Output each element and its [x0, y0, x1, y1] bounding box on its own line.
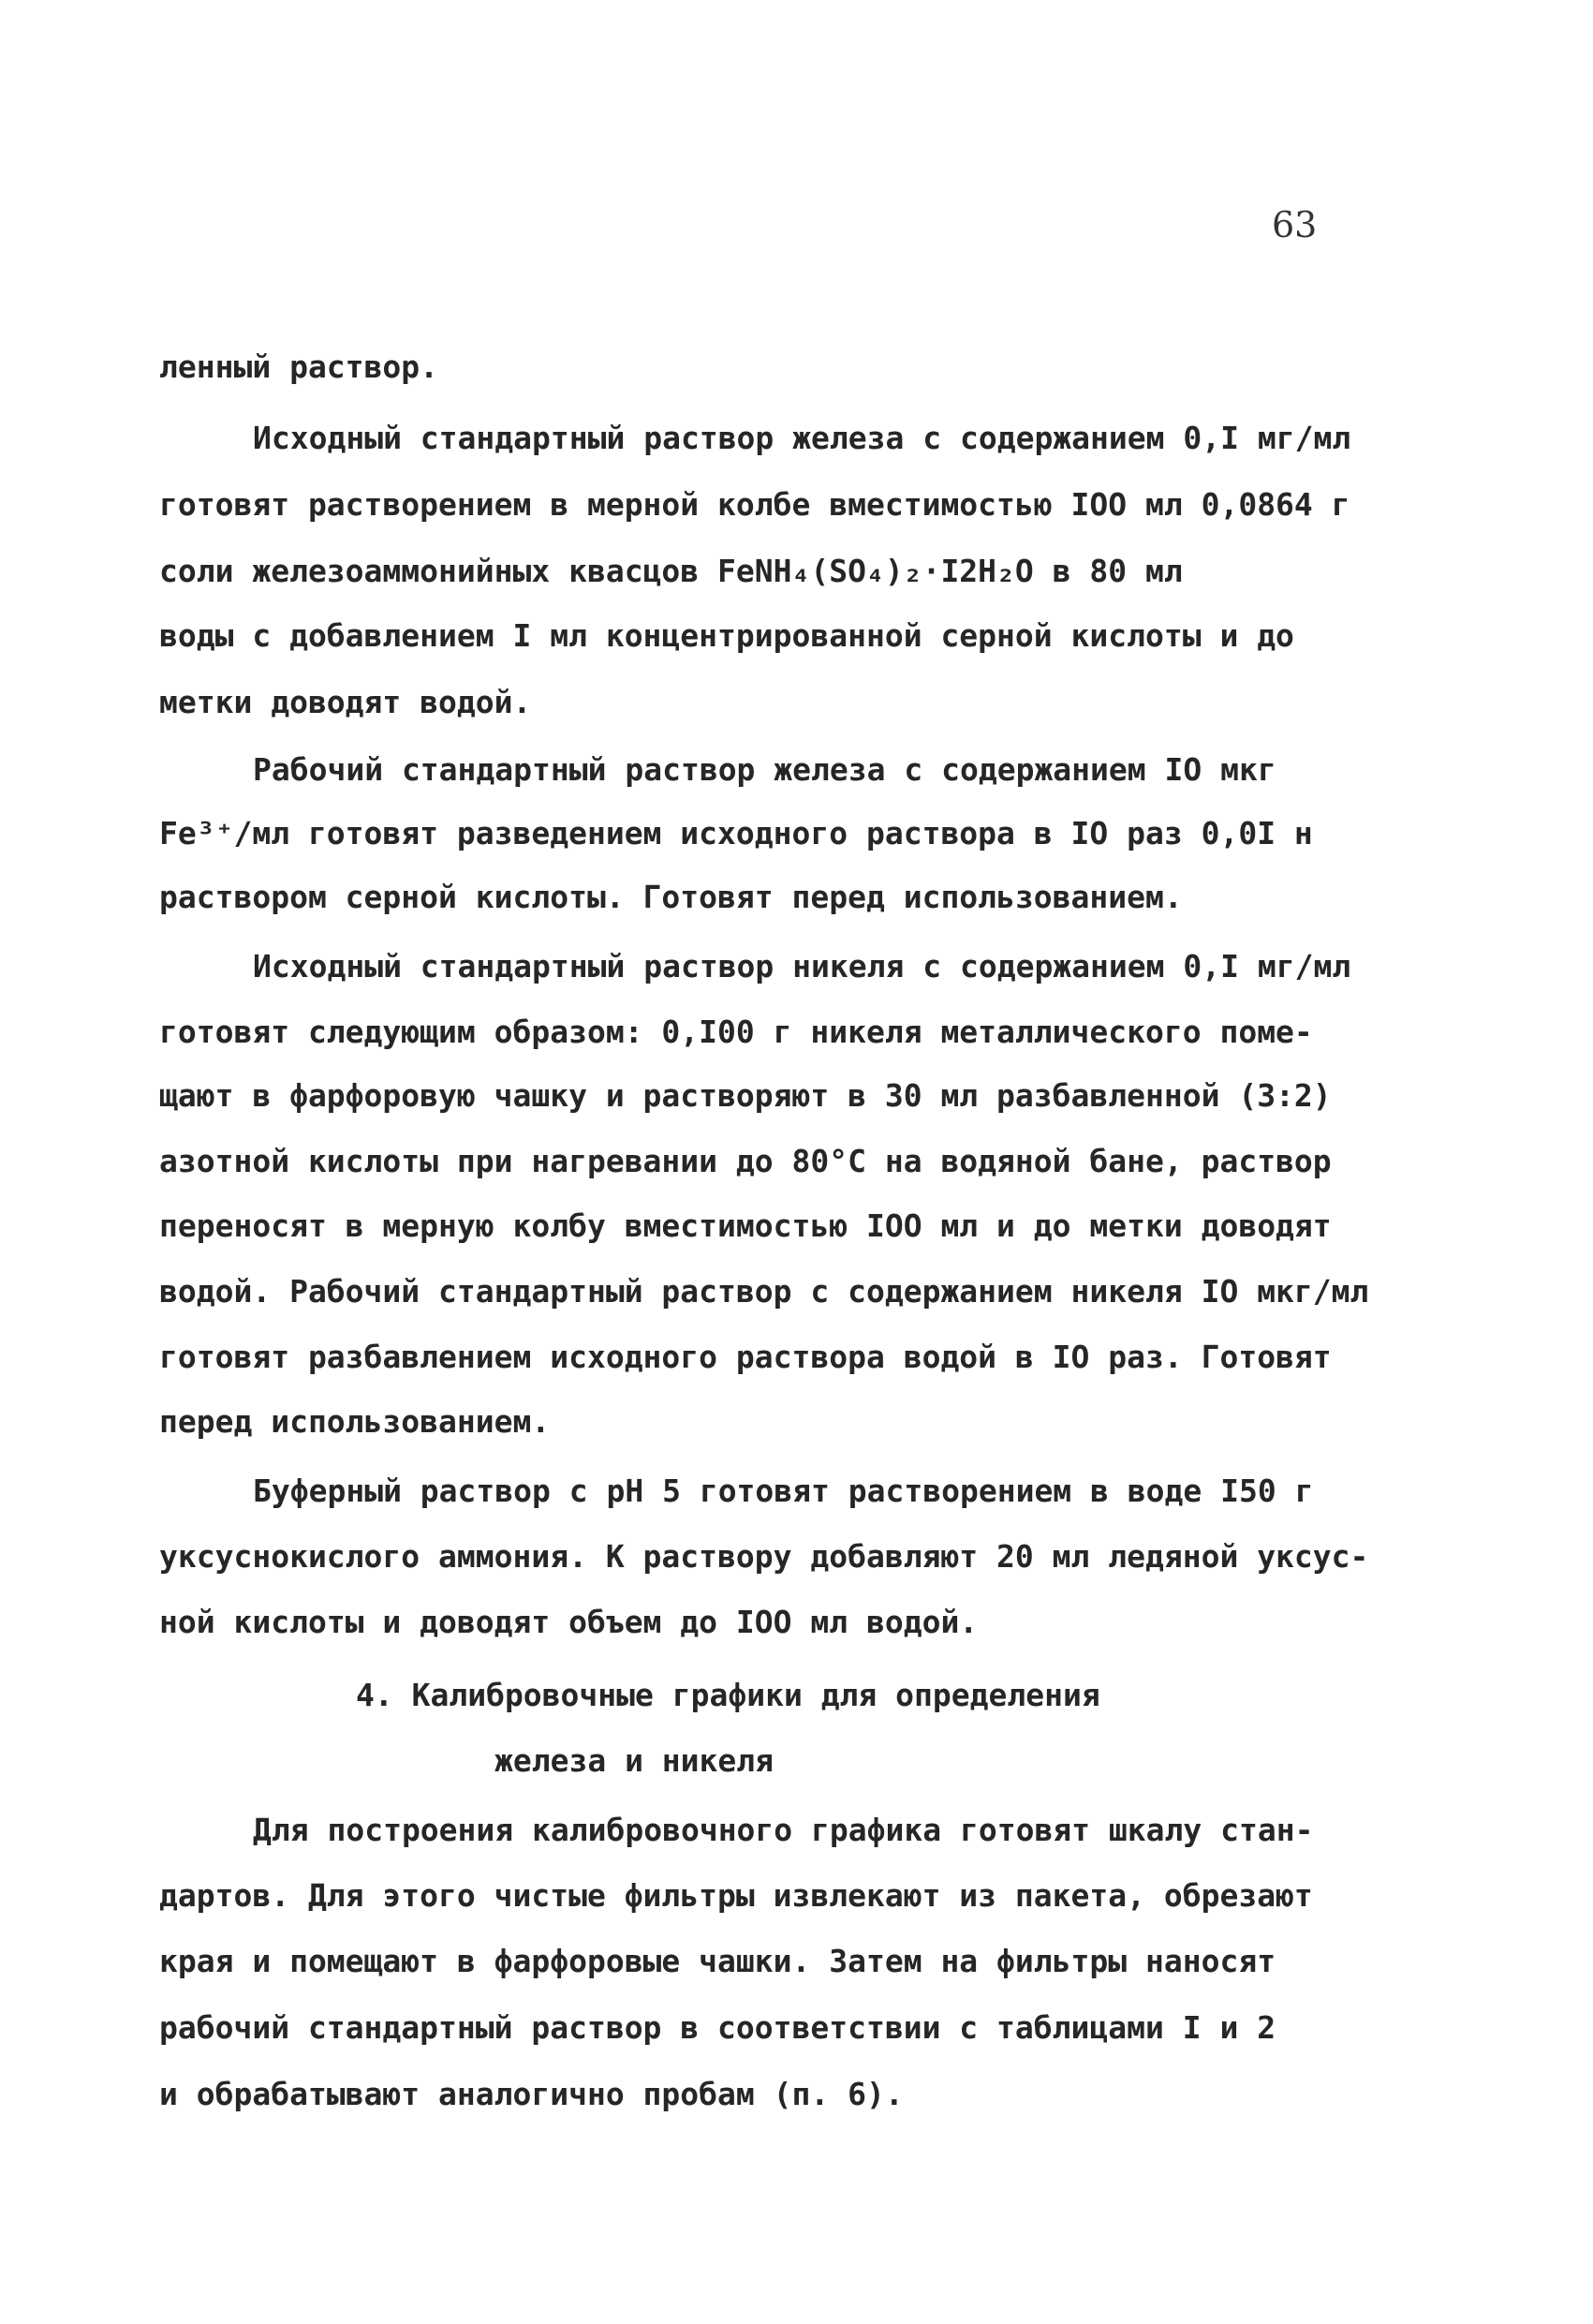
- text-line: готовят разбавлением исходного раствора водой в IO раз. Готовят: [159, 1339, 1332, 1375]
- text-line: переносят в мерную колбу вместимостью IOO мл и до метки доводят: [159, 1207, 1332, 1244]
- text-line: и обрабатывают аналогично пробам (п. 6).: [159, 2076, 904, 2112]
- text-line: метки доводят водой.: [159, 684, 532, 720]
- text-line: готовят растворением в мерной колбе вместимостью IOO мл 0,0864 г: [159, 486, 1350, 523]
- section-heading: железа и никеля: [494, 1742, 774, 1779]
- text-line: Исходный стандартный раствор никеля с содержанием 0,I мг/мл: [253, 948, 1351, 984]
- text-line: воды с добавлением I мл концентрированной серной кислоты и до: [159, 617, 1294, 654]
- text-line: Буферный раствор с рН 5 готовят растворением в воде I50 г: [253, 1473, 1314, 1509]
- text-line: уксуснокислого аммония. К раствору добавляют 20 мл ледяной уксус-: [159, 1538, 1369, 1575]
- text-line: Рабочий стандартный раствор железа с содержанием IO мкг: [253, 751, 1276, 788]
- text-line: щают в фарфоровую чашку и растворяют в 30 мл разбавленной (3:2): [159, 1077, 1332, 1114]
- text-line: ной кислоты и доводят объем до IOO мл водой.: [159, 1604, 979, 1640]
- text-line: Исходный стандартный раствор железа с содержанием 0,I мг/мл: [253, 420, 1351, 456]
- text-line: азотной кислоты при нагревании до 80°С на водяной бане, раствор: [159, 1143, 1332, 1179]
- text-line: ленный раствор.: [159, 348, 439, 385]
- page-number: 63: [1272, 204, 1318, 245]
- text-line: дартов. Для этого чистые фильтры извлекают из пакета, обрезают: [159, 1877, 1313, 1914]
- text-line: Fe³⁺/мл готовят разведением исходного раствора в IO раз 0,0I н: [159, 815, 1313, 851]
- text-line: перед использованием.: [159, 1403, 551, 1440]
- text-line: раствором серной кислоты. Готовят перед использованием.: [159, 879, 1183, 915]
- text-line: соли железоаммонийных квасцов FeNH₄(SO₄)₂·I2H₂O в 80 мл: [159, 553, 1183, 589]
- text-line: рабочий стандартный раствор в соответствии с таблицами I и 2: [159, 2009, 1276, 2046]
- section-heading: 4. Калибровочные графики для определения: [356, 1677, 1100, 1713]
- text-line: Для построения калибровочного графика готовят шкалу стан-: [253, 1812, 1314, 1848]
- text-line: края и помещают в фарфоровые чашки. Затем на фильтры наносят: [159, 1943, 1276, 1979]
- text-line: водой. Рабочий стандартный раствор с содержанием никеля IO мкг/мл: [159, 1273, 1369, 1310]
- text-line: готовят следующим образом: 0,I00 г никеля металлического поме-: [159, 1014, 1313, 1050]
